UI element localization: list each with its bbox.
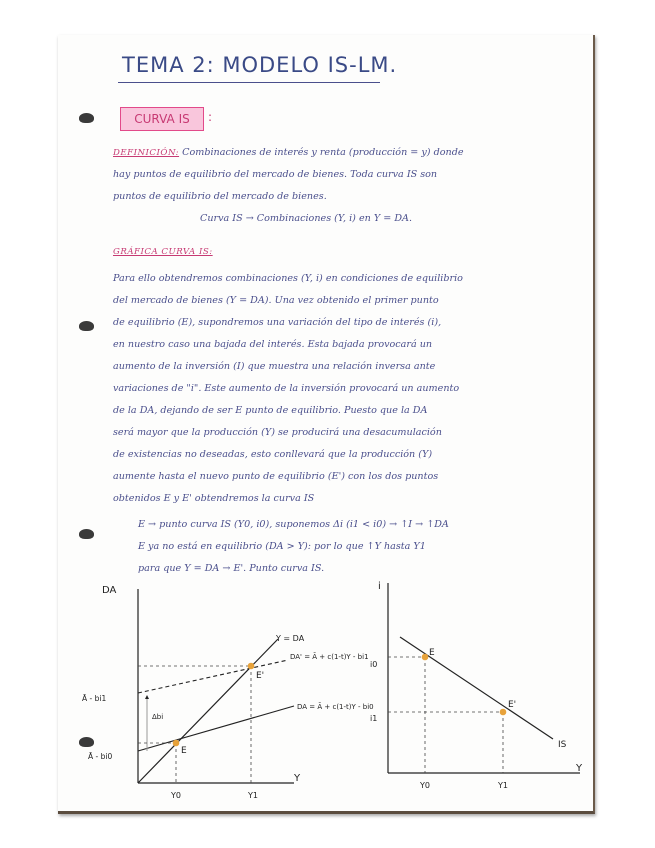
paragraph-line: aumento de la inversión (I) que muestra una relación inversa ante	[113, 361, 436, 372]
section-colon: :	[208, 110, 213, 124]
is-x-label: Y	[576, 763, 583, 774]
x-tick-2: Y1	[248, 791, 258, 800]
binder-hole	[79, 321, 94, 331]
step-line: E → punto curva IS (Y0, i0), suponemos Δi (i1 < i0) → ↑I → ↑DA	[138, 519, 449, 530]
section-label: CURVA IS	[120, 107, 204, 131]
definition-line: puntos de equilibrio del mercado de bienes.	[113, 191, 327, 202]
definition-heading: DEFINICIÓN:	[113, 148, 180, 158]
is-curve	[400, 637, 553, 739]
paragraph-line: en nuestro caso una bajada del interés. Esta bajada provocará un	[113, 339, 433, 350]
paragraph-line: variaciones de "i". Este aumento de la inversión provocará un aumento	[113, 383, 460, 394]
page-title: TEMA 2: MODELO IS-LM.	[122, 53, 398, 77]
is-point-e-label: E	[429, 648, 435, 658]
is-curve-label: IS	[558, 740, 567, 750]
binder-hole	[79, 113, 94, 123]
is-x-tick-2: Y1	[498, 781, 508, 790]
da-tick-bottom: Ā - bi0	[88, 752, 113, 761]
paragraph-line: de existencias no deseadas, esto conllevará que la producción (Y)	[113, 449, 433, 460]
point-e-label: E	[181, 746, 187, 756]
grafica-heading: GRÁFICA CURVA IS:	[113, 247, 213, 257]
definition-text: Combinaciones de interés y renta (producción = y) donde	[182, 147, 464, 158]
shift-label: Δbi	[152, 713, 164, 721]
i-tick-2: i1	[370, 714, 378, 723]
x-tick-1: Y0	[171, 791, 181, 800]
notebook-page	[58, 35, 595, 814]
definition-line	[113, 147, 464, 159]
line-45-label: Y = DA	[276, 634, 305, 643]
is-y-label: i	[378, 581, 381, 592]
da-y-label: DA	[102, 585, 117, 596]
paragraph-line: del mercado de bienes (Y = DA). Una vez obtenido el primer punto	[113, 295, 439, 306]
is-point-e2-label: E'	[508, 700, 517, 710]
da-tick-top: Ā - bi1	[82, 694, 107, 703]
paragraph-line: obtenidos E y E' obtendremos la curva IS	[113, 493, 315, 504]
point-e2	[248, 663, 255, 670]
da-label: DA = Ā + c(1-t)Y - bi0	[297, 703, 374, 711]
is-point-e	[422, 654, 429, 661]
paragraph-line: será mayor que la producción (Y) se producirá una desacumulación	[113, 427, 442, 438]
line-45	[138, 639, 278, 783]
point-e2-label: E'	[256, 671, 265, 681]
is-x-tick-1: Y0	[420, 781, 430, 790]
step-line: E ya no está en equilibrio (DA > Y): por lo que ↑Y hasta Y1	[138, 541, 426, 552]
title-underline	[118, 82, 380, 83]
i-tick-1: i0	[370, 660, 378, 669]
paragraph-line: de equilibrio (E), supondremos una variación del tipo de interés (i),	[113, 317, 442, 328]
definition-formula: Curva IS → Combinaciones (Y, i) en Y = DA.	[200, 213, 413, 224]
da-prime-line	[138, 660, 288, 693]
is-point-e2	[500, 709, 507, 716]
binder-hole	[79, 529, 94, 539]
paragraph-line: Para ello obtendremos combinaciones (Y, i) en condiciones de equilibrio	[113, 273, 463, 284]
paragraph-line: aumente hasta el nuevo punto de equilibrio (E') con los dos puntos	[113, 471, 439, 482]
da-prime-label: DA' = Ā + c(1-t)Y - bi1	[290, 653, 369, 661]
da-x-label: Y	[294, 773, 301, 784]
step-line: para que Y = DA → E'. Punto curva IS.	[138, 563, 325, 574]
definition-line: hay puntos de equilibrio del mercado de bienes. Toda curva IS son	[113, 169, 438, 180]
point-e	[173, 740, 180, 747]
is-diagram	[348, 575, 593, 811]
paragraph-line: de la DA, dejando de ser E punto de equilibrio. Puesto que la DA	[113, 405, 428, 416]
